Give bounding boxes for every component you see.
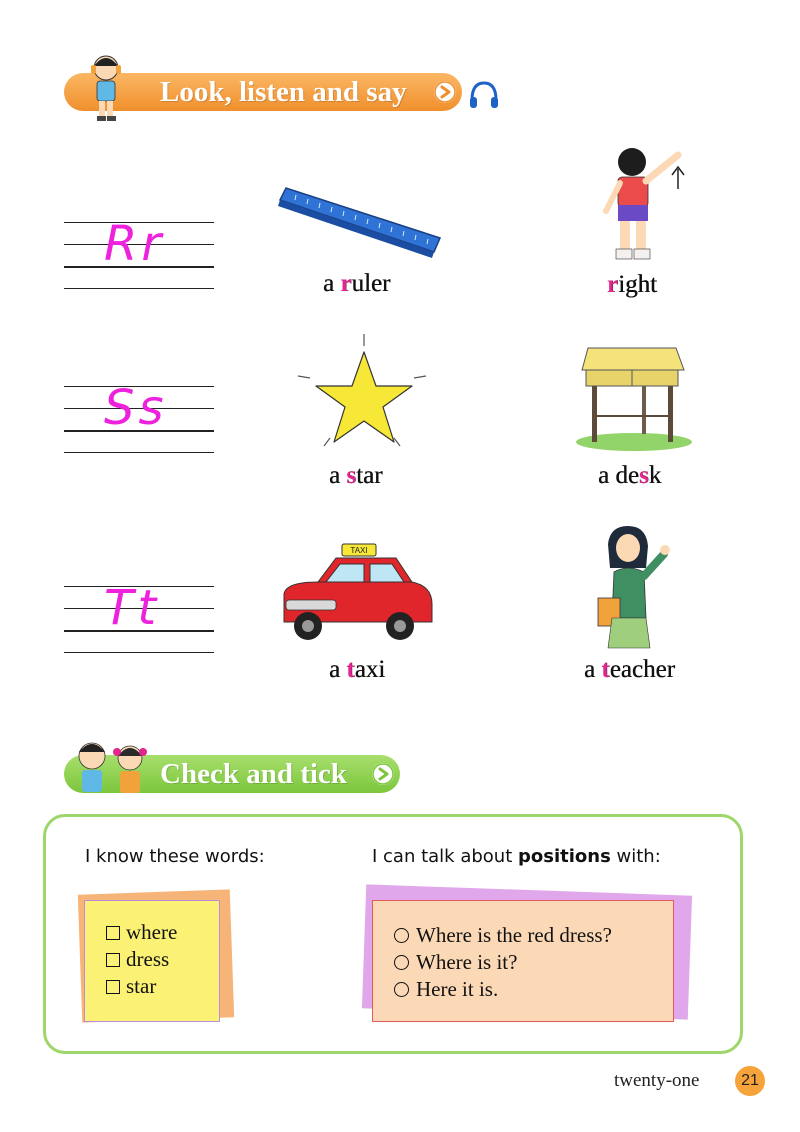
- taxi-sign-label: TAXI: [350, 546, 368, 555]
- page-number-words: twenty-one: [614, 1070, 700, 1091]
- word-item-star[interactable]: star: [106, 973, 177, 1000]
- word-a-teacher: a teacher: [584, 656, 675, 683]
- checkbox-icon[interactable]: [106, 953, 120, 967]
- taxi-illustration: [278, 542, 436, 646]
- letter-pair-ss: Ss: [104, 380, 168, 436]
- play-icon[interactable]: [434, 81, 456, 103]
- word-right: right: [607, 271, 658, 298]
- ruler-illustration: [276, 186, 442, 260]
- word-item-dress[interactable]: dress: [106, 946, 177, 973]
- letter-pair-rr: Rr: [104, 216, 166, 272]
- sentence-item-2[interactable]: Where is it?: [394, 949, 612, 976]
- section-title-check-and-tick: Check and tick: [160, 757, 347, 790]
- boy-pointing-right-illustration: [598, 145, 688, 267]
- headphones-icon[interactable]: [468, 80, 500, 110]
- word-a-desk: a desk: [598, 462, 662, 489]
- checkbox-icon[interactable]: [106, 926, 120, 940]
- radio-icon[interactable]: [394, 982, 409, 997]
- page-number-badge: 21: [735, 1066, 765, 1096]
- kids-mascot-illustration: [66, 738, 156, 798]
- play-icon-check[interactable]: [372, 763, 394, 785]
- sentence-checklist: [394, 922, 612, 1003]
- teacher-illustration: [594, 524, 676, 652]
- sentence-item-1[interactable]: Where is the red dress?: [394, 922, 612, 949]
- boy-mascot-illustration: [84, 52, 128, 124]
- heading-talk-positions: I can talk about positions with:: [372, 846, 661, 867]
- word-a-ruler: a ruler: [323, 270, 391, 297]
- heading-know-words: I know these words:: [85, 846, 265, 867]
- word-item-where[interactable]: where: [106, 919, 177, 946]
- word-checklist: [106, 919, 177, 1000]
- desk-illustration: [572, 344, 692, 452]
- sentence-item-3[interactable]: Here it is.: [394, 976, 612, 1003]
- radio-icon[interactable]: [394, 955, 409, 970]
- star-illustration: [296, 332, 428, 454]
- section-title-look-listen-say: Look, listen and say: [160, 75, 407, 108]
- letter-pair-tt: Tt: [104, 580, 161, 636]
- radio-icon[interactable]: [394, 928, 409, 943]
- checkbox-icon[interactable]: [106, 980, 120, 994]
- word-a-taxi: a taxi: [329, 656, 386, 683]
- word-a-star: a star: [329, 462, 383, 489]
